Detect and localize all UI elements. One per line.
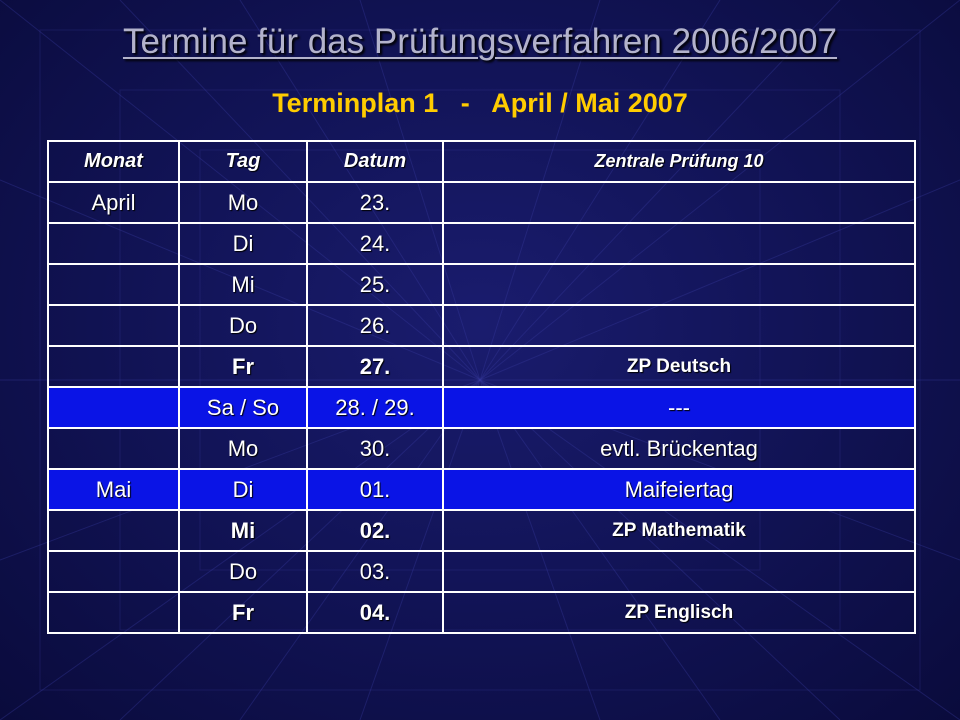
cell-date: 01. — [307, 469, 443, 510]
cell-date: 27. — [307, 346, 443, 387]
header-exam: Zentrale Prüfung 10 — [443, 141, 915, 182]
cell-date: 03. — [307, 551, 443, 592]
cell-month — [48, 428, 179, 469]
header-date: Datum — [307, 141, 443, 182]
schedule-table — [47, 140, 916, 634]
cell-month — [48, 346, 179, 387]
cell-day: Mi — [179, 510, 307, 551]
cell-exam — [443, 182, 915, 223]
table-row — [48, 264, 915, 305]
cell-exam: ZP Deutsch — [443, 346, 915, 387]
cell-day: Fr — [179, 592, 307, 633]
cell-exam: Maifeiertag — [443, 469, 915, 510]
cell-exam — [443, 223, 915, 264]
cell-exam: ZP Mathematik — [443, 510, 915, 551]
table-row — [48, 182, 915, 223]
cell-date: 02. — [307, 510, 443, 551]
table-row — [48, 469, 915, 510]
cell-month — [48, 305, 179, 346]
cell-day: Fr — [179, 346, 307, 387]
header-month: Monat — [48, 141, 179, 182]
cell-date: 25. — [307, 264, 443, 305]
cell-day: Sa / So — [179, 387, 307, 428]
cell-day: Di — [179, 469, 307, 510]
cell-date: 04. — [307, 592, 443, 633]
cell-date: 24. — [307, 223, 443, 264]
cell-day: Do — [179, 551, 307, 592]
cell-month — [48, 551, 179, 592]
table-row — [48, 510, 915, 551]
table-row — [48, 346, 915, 387]
table-row — [48, 305, 915, 346]
cell-day: Mo — [179, 428, 307, 469]
table-row — [48, 428, 915, 469]
cell-day: Do — [179, 305, 307, 346]
cell-day: Di — [179, 223, 307, 264]
cell-month — [48, 223, 179, 264]
cell-month: Mai — [48, 469, 179, 510]
cell-month — [48, 510, 179, 551]
cell-month — [48, 592, 179, 633]
cell-exam — [443, 305, 915, 346]
cell-exam: --- — [443, 387, 915, 428]
cell-exam: ZP Englisch — [443, 592, 915, 633]
cell-month — [48, 264, 179, 305]
cell-exam — [443, 551, 915, 592]
header-day: Tag — [179, 141, 307, 182]
cell-month — [48, 387, 179, 428]
cell-month: April — [48, 182, 179, 223]
cell-date: 28. / 29. — [307, 387, 443, 428]
cell-date: 30. — [307, 428, 443, 469]
table-row — [48, 551, 915, 592]
table-row — [48, 387, 915, 428]
cell-exam — [443, 264, 915, 305]
cell-day: Mi — [179, 264, 307, 305]
cell-exam: evtl. Brückentag — [443, 428, 915, 469]
cell-day: Mo — [179, 182, 307, 223]
page-title: Termine für das Prüfungsverfahren 2006/2007 — [122, 22, 838, 61]
table-row — [48, 223, 915, 264]
table-row — [48, 592, 915, 633]
cell-date: 23. — [307, 182, 443, 223]
cell-date: 26. — [307, 305, 443, 346]
table-header-row — [48, 141, 915, 182]
schedule-subtitle: Terminplan 1 - April / Mai 2007 — [272, 88, 688, 118]
